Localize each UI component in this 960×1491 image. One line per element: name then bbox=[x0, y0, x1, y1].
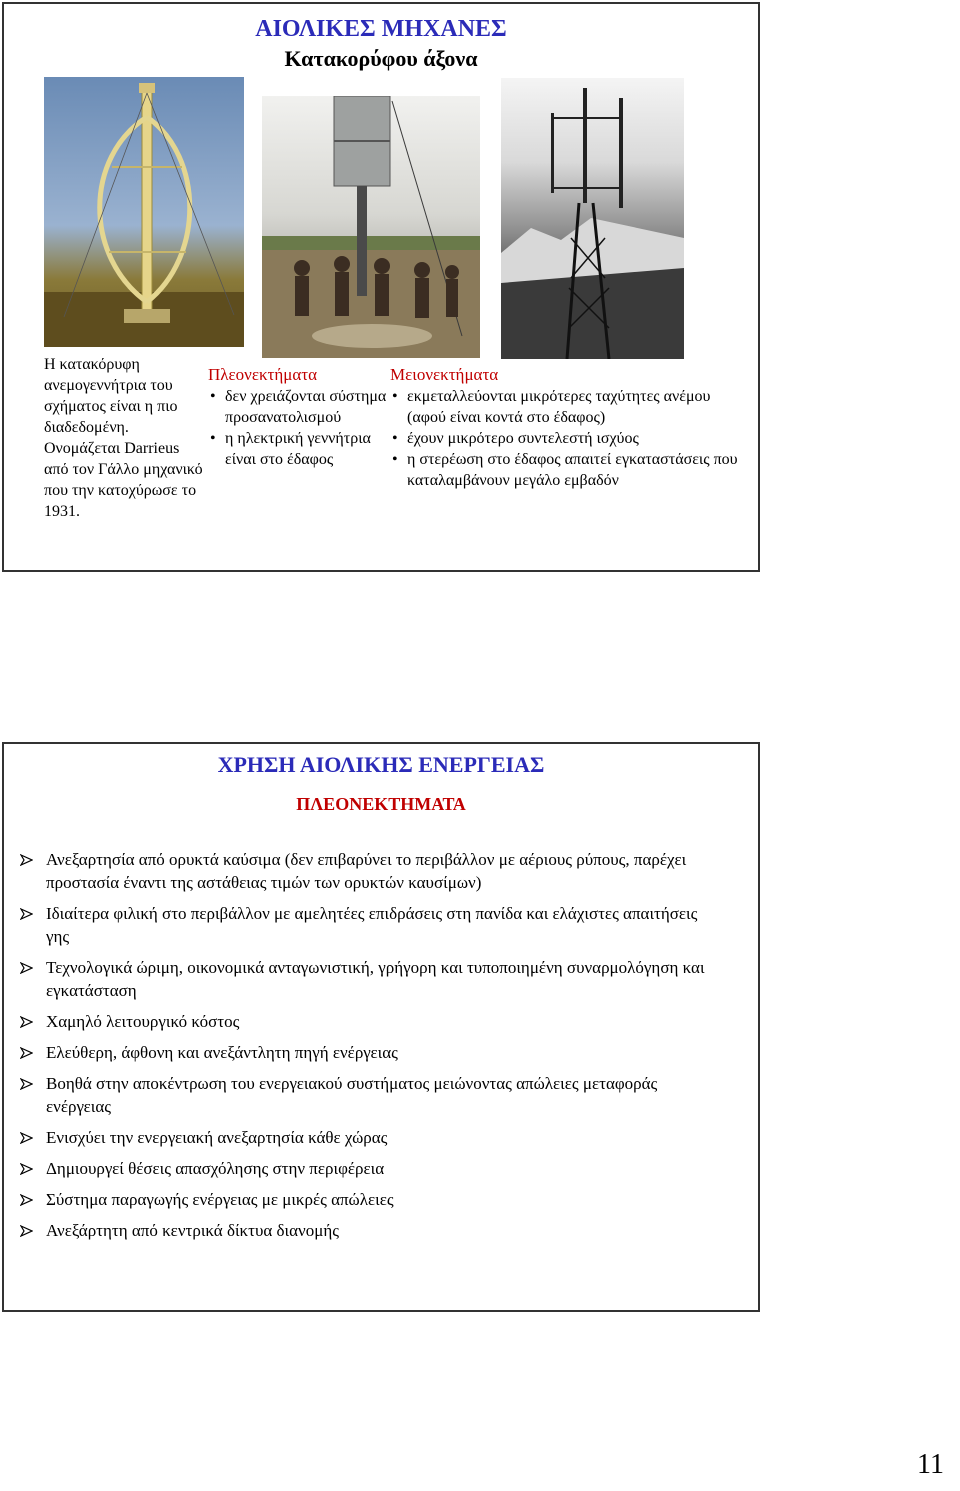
arrow-bullet-icon bbox=[20, 1163, 33, 1175]
arrow-bullet-icon bbox=[20, 1194, 33, 1206]
advantages-column bbox=[208, 364, 393, 470]
arrow-bullet-icon bbox=[20, 1078, 33, 1090]
list-item: Ανεξαρτησία από ορυκτά καύσιμα (δεν επιβαρύνει το περιβάλλον με αέριους ρύπους, παρέχει προστασία έναντι της αστάθειας τιμών των ορυκτών καυσίμων) bbox=[20, 848, 720, 894]
slide-title: ΑΙΟΛΙΚΕΣ ΜΗΧΑΝΕΣ bbox=[255, 16, 507, 42]
bullet-icon: • bbox=[392, 388, 398, 405]
advantages-heading: Πλεονεκτήματα bbox=[208, 365, 318, 384]
arrow-bullet-icon bbox=[20, 962, 33, 974]
list-item: Ελεύθερη, άφθονη και ανεξάντλητη πηγή ενέργειας bbox=[20, 1041, 720, 1064]
slide-subtitle: Κατακορύφου άξονα bbox=[284, 46, 478, 71]
list-item: Τεχνολογικά ώριμη, οικονομικά ανταγωνιστική, γρήγορη και τυποποιημένη συναρμολόγηση και εγκατάσταση bbox=[20, 956, 720, 1002]
disadvantages-heading: Μειονεκτήματα bbox=[390, 365, 499, 384]
arrow-bullet-icon bbox=[20, 1016, 33, 1028]
arrow-bullet-icon bbox=[20, 1047, 33, 1059]
list-item: • έχουν μικρότερο συντελεστή ισχύος bbox=[392, 430, 639, 447]
list-item: Ανεξάρτητη από κεντρικά δίκτυα διανομής bbox=[20, 1219, 720, 1242]
arrow-bullet-icon bbox=[20, 854, 33, 866]
savonius-turbine-photo bbox=[262, 96, 480, 358]
list-item: Σύστημα παραγωγής ενέργειας με μικρές απώλειες bbox=[20, 1188, 720, 1211]
darrieus-caption: Η κατακόρυφη ανεμογεννήτρια του σχήματος είναι η πιο διαδεδομένη. Ονομάζεται Darrieus από τον Γάλλο μηχανικό που την κατοχύρωσε το 1931. bbox=[44, 356, 203, 520]
page-number: 11 bbox=[917, 1449, 944, 1480]
list-item: Βοηθά στην αποκέντρωση του ενεργειακού συστήματος μειώνοντας απώλειες μεταφοράς ενέργειας bbox=[20, 1072, 720, 1118]
list-item: • η στερέωση στο έδαφος απαιτεί εγκαταστάσεις που καταλαμβάνουν μεγάλο εμβαδόν bbox=[392, 451, 738, 489]
slide-title: ΧΡΗΣΗ ΑΙΟΛΙΚΗΣ ΕΝΕΡΓΕΙΑΣ bbox=[217, 752, 545, 777]
darrieus-turbine-photo bbox=[44, 77, 244, 347]
arrow-bullet-icon bbox=[20, 1132, 33, 1144]
list-item: • εκμεταλλεύονται μικρότερες ταχύτητες ανέμου (αφού είναι κοντά στο έδαφος) bbox=[392, 388, 711, 426]
bullet-icon: • bbox=[210, 388, 216, 405]
tower-turbine-photo bbox=[501, 78, 684, 359]
disadvantages-column bbox=[390, 364, 750, 491]
bullet-icon: • bbox=[392, 430, 398, 447]
list-item: Χαμηλό λειτουργικό κόστος bbox=[20, 1010, 720, 1033]
list-item: Δημιουργεί θέσεις απασχόλησης στην περιφέρεια bbox=[20, 1157, 720, 1180]
list-item: Ενισχύει την ενεργειακή ανεξαρτησία κάθε χώρας bbox=[20, 1126, 720, 1149]
arrow-bullet-icon bbox=[20, 1225, 33, 1237]
list-item: • η ηλεκτρική γεννήτρια είναι στο έδαφος bbox=[210, 430, 371, 468]
bullet-icon: • bbox=[210, 430, 216, 447]
arrow-bullet-icon bbox=[20, 908, 33, 920]
slide-subtitle: ΠΛΕΟΝΕΚΤΗΜΑΤΑ bbox=[296, 794, 466, 814]
list-item: Ιδιαίτερα φιλική στο περιβάλλον με αμελητέες επιδράσεις στη πανίδα και ελάχιστες απαιτήσεις γης bbox=[20, 902, 720, 948]
bullet-icon: • bbox=[392, 451, 398, 468]
slide-vertical-axis-turbines bbox=[2, 2, 760, 572]
list-item: • δεν χρειάζονται σύστημα προσανατολισμού bbox=[210, 388, 387, 426]
advantages-list bbox=[20, 848, 720, 1250]
